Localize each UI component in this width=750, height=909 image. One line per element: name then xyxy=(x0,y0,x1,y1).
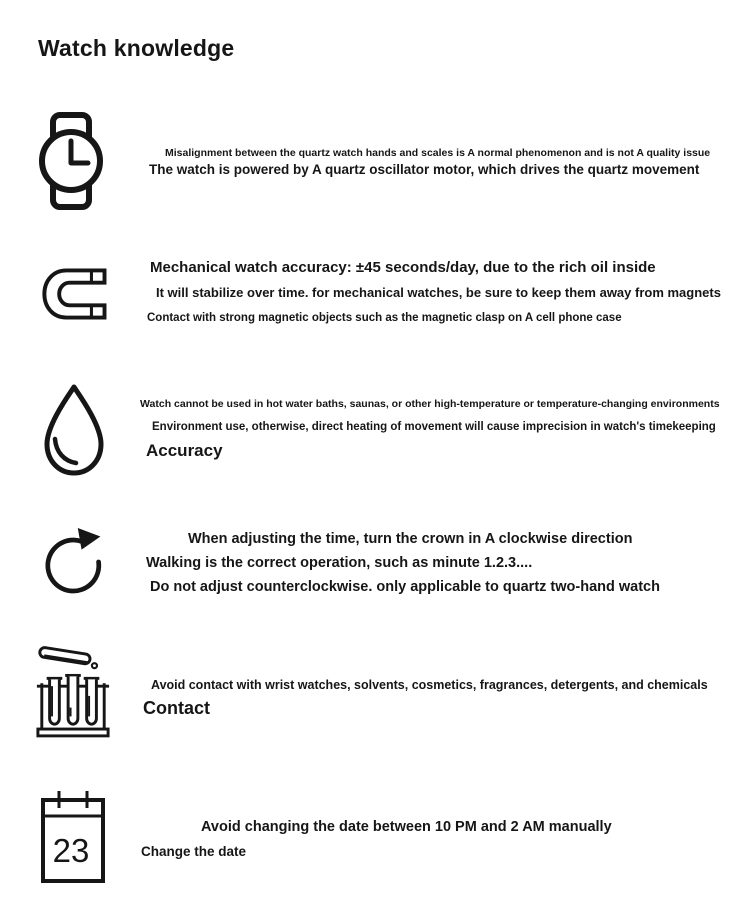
hot-water-warning-note: Watch cannot be used in hot water baths, saunas, or other high-temperature or temperature-changing environments xyxy=(140,398,720,410)
calendar-day-number: 23 xyxy=(52,832,90,869)
change-the-date-label: Change the date xyxy=(141,844,247,859)
no-counterclockwise-text: Do not adjust counterclockwise. only applicable to quartz two-hand watch xyxy=(150,579,660,595)
avoid-chemicals-text: Avoid contact with wrist watches, solvents, cosmetics, fragrances, detergents, and chemicals xyxy=(151,678,708,692)
magnet-icon xyxy=(40,266,108,322)
quartz-powered-text: The watch is powered by A quartz oscillator motor, which drives the quartz movement xyxy=(149,162,700,177)
water-drop-icon xyxy=(38,382,110,478)
contact-label: Contact xyxy=(143,698,210,718)
quartz-misalignment-note: Misalignment between the quartz watch hands and scales is A normal phenomenon and is not A quality issue xyxy=(165,147,711,159)
walking-correct-operation-text: Walking is the correct operation, such as minute 1.2.3.... xyxy=(146,555,533,571)
mechanical-accuracy-text: Mechanical watch accuracy: ±45 seconds/day, due to the rich oil inside xyxy=(150,259,656,276)
avoid-date-change-text: Avoid changing the date between 10 PM and 2 AM manually xyxy=(201,819,612,835)
page-title: Watch knowledge xyxy=(38,35,235,61)
test-tubes-icon xyxy=(34,642,112,742)
accuracy-label: Accuracy xyxy=(146,441,223,460)
magnetic-objects-note: Contact with strong magnetic objects such as the magnetic clasp on A cell phone case xyxy=(147,312,622,324)
calendar-icon xyxy=(40,788,106,884)
rotate-clockwise-icon xyxy=(40,522,108,600)
turn-crown-clockwise-text: When adjusting the time, turn the crown in A clockwise direction xyxy=(188,531,633,547)
wristwatch-icon xyxy=(36,112,106,210)
environment-use-text: Environment use, otherwise, direct heating of movement will cause imprecision in watch's timekeeping xyxy=(152,421,716,433)
stabilize-over-time-text: It will stabilize over time. for mechanical watches, be sure to keep them away from magnets xyxy=(156,285,721,300)
